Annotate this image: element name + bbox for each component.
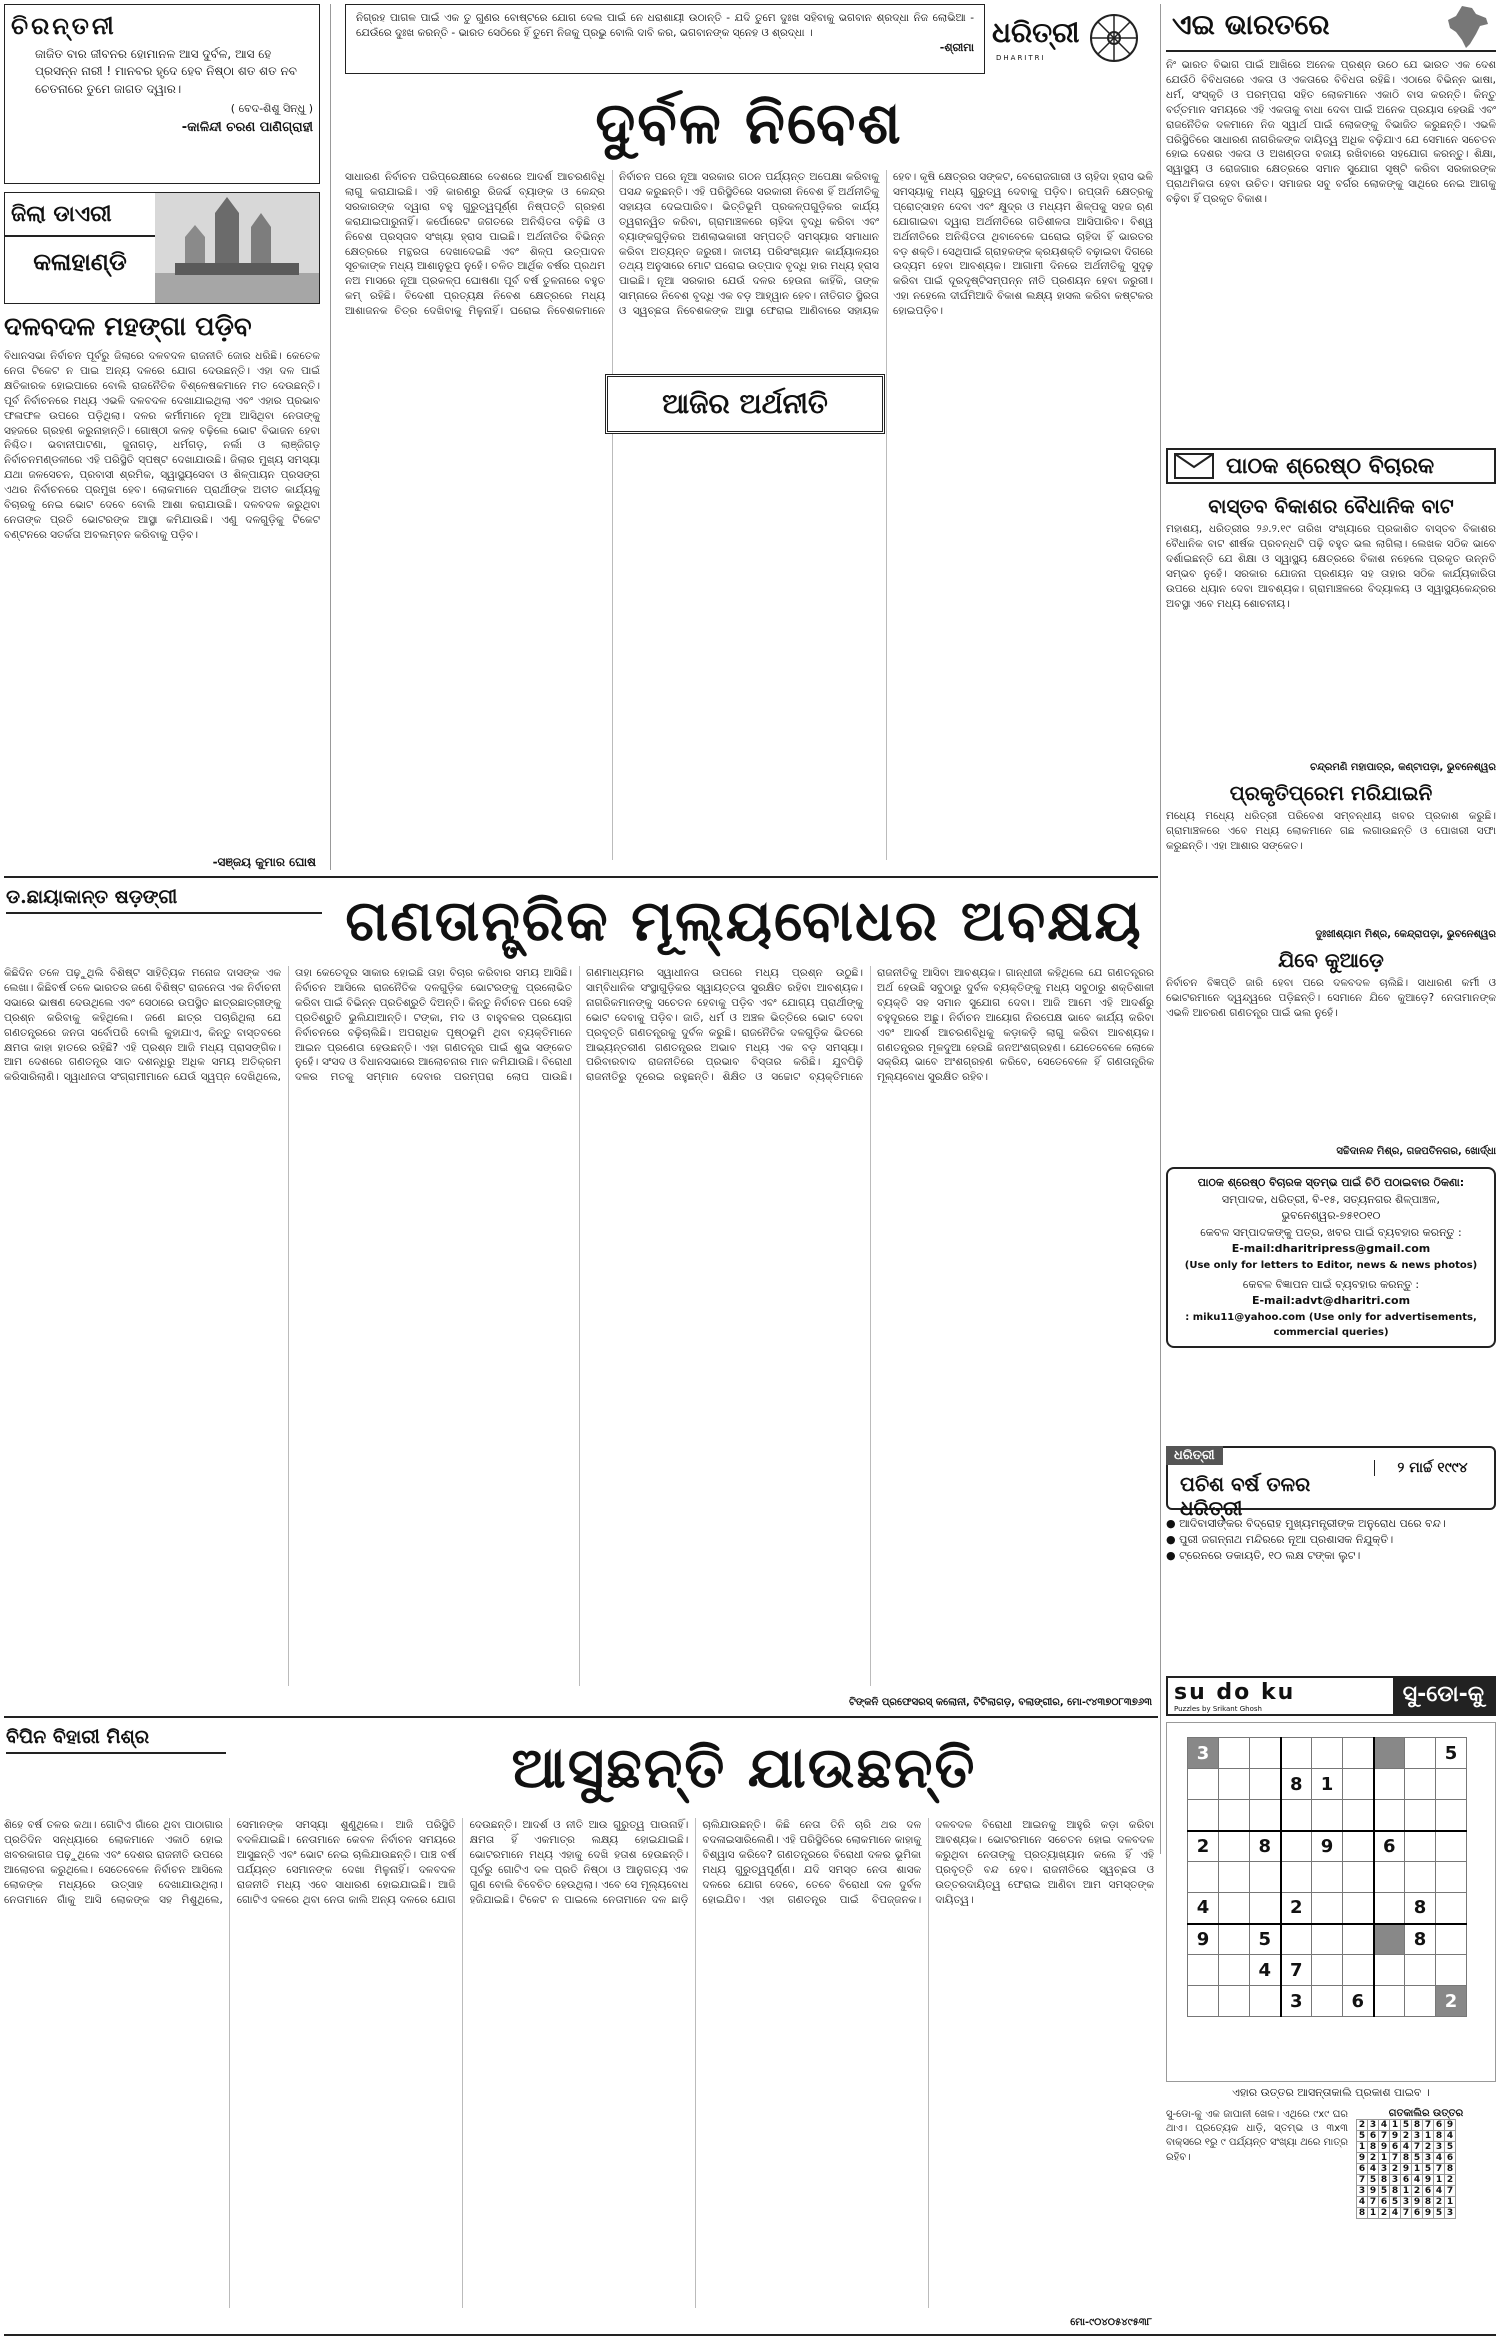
contact-email-note: (Use only for letters to Editor, news & news photos) (1184, 1259, 1478, 1271)
third-feature-body: ଶିହେ ବର୍ଷ ତଳର କଥା। ଗୋଟିଏ ଗାଁରେ ଥିବା ପାଠାଗାର ପ୍ରତିଦିନ ସନ୍ଧ୍ୟାରେ ଲୋକମାନେ ଏକାଠି ହୋଇ ଖବରକାଗଜ ପଢ଼ୁଥିଲେ ଏବଂ ଦେଶର ରାଜନୀତି ଉପରେ ଆଲୋଚନା କରୁଥିଲେ। ସେତେବେଳେ ନିର୍ବାଚନ ଆସିଲେ ଲୋକଙ୍କ ମଧ୍ୟରେ ଉତ୍ସାହ ଦେଖାଯାଉଥିଲା। ନେତାମାନେ ଗାଁକୁ ଆସି ଲୋକଙ୍କ ସହ ମିଶୁଥିଲେ, ସେମାନଙ୍କ ସମସ୍ୟା ଶୁଣୁଥିଲେ। ଆଜି ପରିସ୍ଥିତି ବଦଳିଯାଇଛି। ନେତାମାନେ କେବଳ ନିର୍ବାଚନ ସମୟରେ ଆସୁଛନ୍ତି ଏବଂ ଭୋଟ ନେଇ ଚାଲିଯାଉଛନ୍ତି। ପାଞ୍ଚ ବର୍ଷ ପର୍ଯ୍ୟନ୍ତ ସେମାନଙ୍କ ଦେଖା ମିଳୁନାହିଁ। ଦଳବଦଳ ରାଜନୀତି ମଧ୍ୟ ଏବେ ସାଧାରଣ ହୋଇଯାଇଛି। ଆଜି ଗୋଟିଏ ଦଳରେ ଥିବା ନେତା କାଲି ଅନ୍ୟ ଦଳରେ ଯୋଗ ଦେଉଛନ୍ତି। ଆଦର୍ଶ ଓ ନୀତି ଆଉ ଗୁରୁତ୍ୱ ପାଉନାହିଁ। କ୍ଷମତା ହିଁ ଏକମାତ୍ର ଲକ୍ଷ୍ୟ ହୋଇଯାଇଛି। ଭୋଟରମାନେ ମଧ୍ୟ ଏହାକୁ ଦେଖି ହତାଶ ହେଉଛନ୍ତି। ପୂର୍ବରୁ ଗୋଟିଏ ଦଳ ପ୍ରତି ନିଷ୍ଠା ଓ ଆନୁଗତ୍ୟ ଏକ ଗୁଣ ବୋଲି ବିବେଚିତ ହେଉଥିଲା। ଏବେ ସେ ମୂଲ୍ୟବୋଧ ହଜିଯାଇଛି। ଟିକେଟ ନ ପାଇଲେ ନେତାମାନେ ଦଳ ଛାଡ଼ି ଚାଲିଯାଉଛନ୍ତି। କିଛି ନେତା ତିନି ଚାରି ଥର ଦଳ ବଦଳାଇସାରିଲେଣି। ଏହି ପରିସ୍ଥିତିରେ ଲୋକମାନେ କାହାକୁ ବିଶ୍ୱାସ କରିବେ? ଗଣତନ୍ତ୍ରରେ ବିରୋଧୀ ଦଳର ଭୂମିକା ମଧ୍ୟ ଗୁରୁତ୍ୱପୂର୍ଣ୍ଣ। ଯଦି ସମସ୍ତ ନେତା ଶାସକ ଦଳରେ ଯୋଗ ଦେବେ, ତେବେ ବିରୋଧୀ ଦଳ ଦୁର୍ବଳ ହୋଇଯିବ। ଏହା ଗଣତନ୍ତ୍ର ପାଇଁ ବିପଜ୍ଜନକ। ଦଳବଦଳ ବିରୋଧୀ ଆଇନକୁ ଆହୁରି କଡ଼ା କରିବା ଆବଶ୍ୟକ। ଭୋଟରମାନେ ସଚେତନ ହୋଇ ଦଳବଦଳ କରୁଥିବା ନେତାଙ୍କୁ ପ୍ରତ୍ୟାଖ୍ୟାନ କଲେ ହିଁ ଏହି ପ୍ରବୃତ୍ତି ବନ୍ଦ ହେବ। ରାଜନୀତିରେ ସ୍ୱଚ୍ଛତା ଓ ଉତ୍ତରଦାୟିତ୍ୱ ଫେରାଇ ଆଣିବା ଆମ ସମସ୍ତଙ୍କ ଦାୟିତ୍ୱ। (4, 1819, 1154, 1906)
sudoku-answer-cell: 6 (1445, 2153, 1456, 2164)
years-ago-item: ● ପୁରୀ ଜଗନ୍ନାଥ ମନ୍ଦିରରେ ନୂଆ ପ୍ରଶାସକ ନିଯୁକ୍ତି। (1166, 1532, 1394, 1546)
economy-label-box (605, 374, 885, 434)
sudoku-cell[interactable] (1312, 1738, 1343, 1769)
aaji-bharat-title: ଏଇ ଭାରତରେ (1172, 8, 1330, 41)
sudoku-answer-cell: 3 (1423, 2153, 1434, 2164)
sudoku-answer-cell: 1 (1445, 2197, 1456, 2208)
sudoku-cell[interactable]: 2 (1436, 1986, 1467, 2017)
sudoku-answer-cell: 2 (1357, 2120, 1368, 2131)
years-ago-date: ୨ ମାର୍ଚ୍ଚ ୧୯୯୪ (1374, 1460, 1484, 1476)
sudoku-answer-cell: 2 (1423, 2142, 1434, 2153)
sudoku-cell[interactable]: 9 (1312, 1831, 1343, 1862)
sudoku-cell[interactable]: 1 (1312, 1769, 1343, 1800)
sudoku-cell[interactable] (1250, 1986, 1281, 2017)
sudoku-cell[interactable] (1219, 1831, 1250, 1862)
sudoku-answer-cell: 1 (1412, 2164, 1423, 2175)
sudoku-answer-cell: 2 (1368, 2153, 1379, 2164)
jilla-diary-label (4, 192, 320, 304)
sudoku-cell[interactable]: 8 (1250, 1831, 1281, 1862)
sudoku-cell[interactable] (1405, 1769, 1436, 1800)
sudoku-answer-cell: 4 (1401, 2142, 1412, 2153)
chirantani-author: -କାଳିନ୍ଦୀ ଚରଣ ପାଣିଗ୍ରାହୀ (181, 120, 313, 136)
sudoku-answer-cell: 1 (1357, 2142, 1368, 2153)
sudoku-answer-cell: 9 (1390, 2131, 1401, 2142)
sudoku-cell[interactable] (1281, 1800, 1312, 1831)
sudoku-cell[interactable] (1188, 1986, 1219, 2017)
years-ago-item: ● ଆଦିବାସୀଙ୍କର ବିଦ୍ରୋହ ମୁଖ୍ୟମନ୍ତ୍ରୀଙ୍କ ଅନୁରୋଧ ପରେ ବନ୍ଦ। (1166, 1517, 1446, 1530)
sudoku-answer-cell: 5 (1390, 2197, 1401, 2208)
logo-sub: DHARITRI (996, 54, 1046, 62)
sudoku-answer-cell: 2 (1390, 2164, 1401, 2175)
sudoku-answer-cell: 7 (1423, 2120, 1434, 2131)
sudoku-cell[interactable]: 6 (1343, 1986, 1374, 2017)
sudoku-cell[interactable] (1374, 1738, 1405, 1769)
quote-author: -ଶ୍ରୀମା (939, 41, 974, 55)
main-feature-headline: ଗଣତାନ୍ତ୍ରିକ ମୂଲ୍ୟବୋଧର ଅବକ୍ଷୟ (345, 888, 1143, 954)
editorial-body: ସାଧାରଣ ନିର୍ବାଚନ ପରିପ୍ରେକ୍ଷୀରେ ଦେଶରେ ଆଦର୍ଶ ଆଚରଣବିଧି ଲାଗୁ କରାଯାଇଛି। ଏହି କାରଣରୁ ରିଜର୍ଭ ବ୍ୟାଙ୍କ ଓ କେନ୍ଦ୍ର ସରକାରଙ୍କ ଦ୍ୱାରା ବହୁ ଗୁରୁତ୍ୱପୂର୍ଣ୍ଣ ନିଷ୍ପତ୍ତି ଗ୍ରହଣ କରାଯାଇପାରୁନାହିଁ। କର୍ପୋରେଟ ଜଗତରେ ଅନିଶ୍ଚିତତା ବଢ଼ିଛି ଓ ନିବେଶ ପ୍ରସ୍ତାବ ସଂଖ୍ୟା ହ୍ରାସ ପାଇଛି। ଅର୍ଥନୀତିର ବିଭିନ୍ନ କ୍ଷେତ୍ରରେ ମନ୍ଥରତା ଦେଖାଦେଇଛି ଏବଂ ଶିଳ୍ପ ଉତ୍ପାଦନ ସୂଚକାଙ୍କ ମଧ୍ୟ ଆଶାନୁରୂପ ନୁହେଁ। ଚଳିତ ଆର୍ଥିକ ବର୍ଷର ପ୍ରଥମ ନଅ ମାସରେ ନୂଆ ପ୍ରକଳ୍ପ ଘୋଷଣା ପୂର୍ବ ବର୍ଷ ତୁଳନାରେ ବହୁତ କମ୍ ରହିଛି। ବିଦେଶୀ ପ୍ରତ୍ୟକ୍ଷ ନିବେଶ କ୍ଷେତ୍ରରେ ମଧ୍ୟ ଆଶାଜନକ ଚିତ୍ର ଦେଖିବାକୁ ମିଳୁନାହିଁ। ଘରୋଇ ନିବେଶକମାନେ ନିର୍ବାଚନ ପରେ ନୂଆ ସରକାର ଗଠନ ପର୍ଯ୍ୟନ୍ତ ଅପେକ୍ଷା କରିବାକୁ ପସନ୍ଦ କରୁଛନ୍ତି। ଏହି ପରିସ୍ଥିତିରେ ସରକାରୀ ନିବେଶ ହିଁ ଅର୍ଥନୀତିକୁ ସହାୟତା ଦେଇପାରିବ। ଭିତ୍ତିଭୂମି ପ୍ରକଳ୍ପଗୁଡ଼ିକର କାର୍ଯ୍ୟ ତ୍ୱରାନ୍ୱିତ କରିବା, ଗ୍ରାମାଞ୍ଚଳରେ ଚାହିଦା ବୃଦ୍ଧି କରିବା ଏବଂ ବ୍ୟାଙ୍କଗୁଡ଼ିକର ଅଣଲାଭକାରୀ ସମ୍ପତ୍ତି ସମସ୍ୟାର ସମାଧାନ କରିବା ଅତ୍ୟନ୍ତ ଜରୁରୀ। ଜାତୀୟ ପରିସଂଖ୍ୟାନ କାର୍ଯ୍ୟାଳୟର ତଥ୍ୟ ଅନୁସାରେ ମୋଟ ଘରୋଇ ଉତ୍ପାଦ ବୃଦ୍ଧି ହାର ମଧ୍ୟ ହ୍ରାସ ପାଇଛି। ନୂଆ ସରକାର ଯେଉଁ ଦଳର ହେଉନା କାହିଁକି, ତାଙ୍କ ସାମ୍ନାରେ ନିବେଶ ବୃଦ୍ଧି ଏକ ବଡ଼ ଆହ୍ୱାନ ହେବ। ନୀତିଗତ ସ୍ଥିରତା ଓ ସ୍ୱଚ୍ଛତା ନିବେଶକଙ୍କ ଆସ୍ଥା ଫେରାଇ ଆଣିବାରେ ସହାୟକ ହେବ। କୃଷି କ୍ଷେତ୍ରର ସଙ୍କଟ, ବେରୋଜଗାରୀ ଓ ଚାହିଦା ହ୍ରାସ ଭଳି ସମସ୍ୟାକୁ ମଧ୍ୟ ଗୁରୁତ୍ୱ ଦେବାକୁ ପଡ଼ିବ। ରପ୍ତାନି କ୍ଷେତ୍ରକୁ ପ୍ରୋତ୍ସାହନ ଦେବା ଏବଂ କ୍ଷୁଦ୍ର ଓ ମଧ୍ୟମ ଶିଳ୍ପକୁ ସହଜ ଋଣ ଯୋଗାଇବା ଦ୍ୱାରା ଅର୍ଥନୀତିରେ ଗତିଶୀଳତା ଆସିପାରିବ। ବିଶ୍ୱ ଅର୍ଥନୀତିରେ ଅନିଶ୍ଚିତତା ଥିବାବେଳେ ଘରୋଇ ଚାହିଦା ହିଁ ଭାରତର ବଡ଼ ଶକ୍ତି। ସେଥିପାଇଁ ଗ୍ରାହକଙ୍କ କ୍ରୟଶକ୍ତି ବଢ଼ାଇବା ଦିଗରେ ଉଦ୍ୟମ ହେବା ଆବଶ୍ୟକ। ଆଗାମୀ ଦିନରେ ଅର୍ଥନୀତିକୁ ସୁଦୃଢ଼ କରିବା ପାଇଁ ଦୂରଦୃଷ୍ଟିସମ୍ପନ୍ନ ନୀତି ପ୍ରଣୟନ ହେବା ଜରୁରୀ। ଏହା ନହେଲେ ଦୀର୍ଘମିଆଦି ବିକାଶ ଲକ୍ଷ୍ୟ ହାସଲ କରିବା କଷ୍ଟକର ହୋଇପଡ଼ିବ। (345, 171, 1153, 318)
sudoku-cell[interactable] (1312, 1986, 1343, 2017)
sudoku-answer-cell: 8 (1434, 2131, 1445, 2142)
sudoku-answer-cell: 9 (1357, 2153, 1368, 2164)
letter3-title: ଯିବେ କୁଆଡ଼େ (1278, 948, 1384, 972)
sudoku-answer-cell: 6 (1423, 2186, 1434, 2197)
sudoku-answer-cell: 2 (1401, 2131, 1412, 2142)
chirantani-box (4, 4, 320, 184)
sudoku-cell[interactable] (1405, 1738, 1436, 1769)
main-feature-body: କିଛିଦିନ ତଳେ ପଢ଼ୁଥିଲି ବିଶିଷ୍ଟ ସାହିତ୍ୟିକ ମନୋଜ ଦାସଙ୍କ ଏକ ଲେଖା। କିଛିବର୍ଷ ତଳେ ଭାରତର ଜଣେ ବିଶିଷ୍ଟ ରାଜନେତା ଏକ ନିର୍ବାଚନୀ ସଭାରେ ଭାଷଣ ଦେଉଥିଲେ ଏବଂ ସେଠାରେ ଉପସ୍ଥିତ ଛାତ୍ରଛାତ୍ରୀଙ୍କୁ ପ୍ରଶ୍ନ କରିବାକୁ କହିଥିଲେ। ଜଣେ ଛାତ୍ର ପଚାରିଥିଲା ଯେ ଗଣତନ୍ତ୍ରରେ ଜନତା ସର୍ବୋପରି ବୋଲି କୁହାଯାଏ, କିନ୍ତୁ ବାସ୍ତବରେ କ୍ଷମତା କାହା ହାତରେ ରହିଛି? ଏହି ପ୍ରଶ୍ନ ଆଜି ମଧ୍ୟ ପ୍ରାସଙ୍ଗିକ। ଆମ ଦେଶରେ ଗଣତନ୍ତ୍ର ସାତ ଦଶନ୍ଧିରୁ ଅଧିକ ସମୟ ଅତିକ୍ରମ କରିସାରିଲାଣି। ସ୍ୱାଧୀନତା ସଂଗ୍ରାମୀମାନେ ଯେଉଁ ସ୍ୱପ୍ନ ଦେଖିଥିଲେ, ତାହା କେତେଦୂର ସାକାର ହୋଇଛି ତାହା ବିଚାର କରିବାର ସମୟ ଆସିଛି। ନିର୍ବାଚନ ଆସିଲେ ରାଜନୈତିକ ଦଳଗୁଡ଼ିକ ଭୋଟରଙ୍କୁ ପ୍ରଲୋଭିତ କରିବା ପାଇଁ ବିଭିନ୍ନ ପ୍ରତିଶ୍ରୁତି ଦିଅନ୍ତି। କିନ୍ତୁ ନିର୍ବାଚନ ପରେ ସେହି ପ୍ରତିଶ୍ରୁତି ଭୁଲିଯାଆନ୍ତି। ଟଙ୍କା, ମଦ ଓ ବାହୁବଳର ପ୍ରୟୋଗ ନିର୍ବାଚନରେ ବଢ଼ିଚାଲିଛି। ଅପରାଧିକ ପୃଷ୍ଠଭୂମି ଥିବା ବ୍ୟକ୍ତିମାନେ ଆଇନ ପ୍ରଣେତା ହେଉଛନ୍ତି। ଏହା ଗଣତନ୍ତ୍ର ପାଇଁ ଶୁଭ ସଙ୍କେତ ନୁହେଁ। ସଂସଦ ଓ ବିଧାନସଭାରେ ଆଲୋଚନାର ମାନ କମିଯାଉଛି। ବିରୋଧୀ ଦଳର ମତକୁ ସମ୍ମାନ ଦେବାର ପରମ୍ପରା ଲୋପ ପାଉଛି। ଗଣମାଧ୍ୟମର ସ୍ୱାଧୀନତା ଉପରେ ମଧ୍ୟ ପ୍ରଶ୍ନ ଉଠୁଛି। ସାମ୍ବିଧାନିକ ସଂସ୍ଥାଗୁଡ଼ିକର ସ୍ୱାୟତ୍ତତା ସୁରକ୍ଷିତ ରହିବା ଆବଶ୍ୟକ। ନାଗରିକମାନଙ୍କୁ ସଚେତନ ହେବାକୁ ପଡ଼ିବ ଏବଂ ଯୋଗ୍ୟ ପ୍ରାର୍ଥୀଙ୍କୁ ଭୋଟ ଦେବାକୁ ପଡ଼ିବ। ଜାତି, ଧର୍ମ ଓ ଅଞ୍ଚଳ ଭିତ୍ତିରେ ଭୋଟ ଦେବା ପ୍ରବୃତ୍ତି ଗଣତନ୍ତ୍ରକୁ ଦୁର୍ବଳ କରୁଛି। ରାଜନୈତିକ ଦଳଗୁଡ଼ିକ ଭିତରେ ଆଭ୍ୟନ୍ତରୀଣ ଗଣତନ୍ତ୍ରର ଅଭାବ ମଧ୍ୟ ଏକ ବଡ଼ ସମସ୍ୟା। ପରିବାରବାଦ ରାଜନୀତିରେ ପ୍ରଭାବ ବିସ୍ତାର କରିଛି। ଯୁବପିଢ଼ି ରାଜନୀତିରୁ ଦୂରେଇ ରହୁଛନ୍ତି। ଶିକ୍ଷିତ ଓ ସଚ୍ଚୋଟ ବ୍ୟକ୍ତିମାନେ ରାଜନୀତିକୁ ଆସିବା ଆବଶ୍ୟକ। ଗାନ୍ଧୀଜୀ କହିଥିଲେ ଯେ ଗଣତନ୍ତ୍ରର ଅର୍ଥ ହେଉଛି ସବୁଠାରୁ ଦୁର୍ବଳ ବ୍ୟକ୍ତିଙ୍କୁ ମଧ୍ୟ ସବୁଠାରୁ ଶକ୍ତିଶାଳୀ ବ୍ୟକ୍ତି ସହ ସମାନ ସୁଯୋଗ ଦେବା। ଆଜି ଆମେ ଏହି ଆଦର୍ଶରୁ ବହୁଦୂରରେ ଅଛୁ। ନିର୍ବାଚନ ଆୟୋଗ ନିରପେକ୍ଷ ଭାବେ କାର୍ଯ୍ୟ କରିବା ଏବଂ ଆଦର୍ଶ ଆଚରଣବିଧିକୁ କଡ଼ାକଡ଼ି ଲାଗୁ କରିବା ଆବଶ୍ୟକ। ଗଣତନ୍ତ୍ରର ମୂଳଦୁଆ ହେଉଛି ଜନଅଂଶଗ୍ରହଣ। ଯେତେବେଳେ ଲୋକେ ସକ୍ରିୟ ଭାବେ ଅଂଶଗ୍ରହଣ କରିବେ, ସେତେବେଳେ ହିଁ ଗଣତାନ୍ତ୍ରିକ ମୂଲ୍ୟବୋଧ ସୁରକ୍ଷିତ ରହିବ। (4, 967, 1154, 1084)
sudoku-cell[interactable] (1188, 1769, 1219, 1800)
jilla-diary-title: ଜିଲା ଡାଏରୀ (5, 193, 155, 237)
sudoku-cell[interactable] (1374, 1986, 1405, 2017)
sudoku-cell[interactable] (1219, 1924, 1250, 1955)
sudoku-cell[interactable] (1219, 1738, 1250, 1769)
sudoku-answer-cell: 6 (1368, 2131, 1379, 2142)
sudoku-answer-cell: 2 (1379, 2208, 1390, 2219)
dharitri-logo (990, 6, 1140, 72)
sudoku-cell[interactable] (1343, 1924, 1374, 1955)
sudoku-answer-cell: 7 (1390, 2153, 1401, 2164)
sudoku-cell[interactable]: 9 (1188, 1924, 1219, 1955)
sudoku-credit: Puzzles by Srikant Ghosh (1174, 1705, 1262, 1713)
letter2-body: ମଧ୍ୟେ ମଧ୍ୟେ ଧରିତ୍ରୀ ପରିବେଶ ସମ୍ବନ୍ଧୀୟ ଖବର ପ୍ରକାଶ କରୁଛି। ଗ୍ରାମାଞ୍ଚଳରେ ଏବେ ମଧ୍ୟ ଲୋକମାନେ ଗଛ ଲଗାଉଛନ୍ତି ଓ ପୋଖରୀ ସଫା କରୁଛନ୍ତି। ଏହା ଆଶାର ସଙ୍କେତ। (1166, 810, 1496, 852)
contact-title: ପାଠକ ଶ୍ରେଷ୍ଠ ବିଚାରକ ସ୍ତମ୍ଭ ପାଇଁ ଚିଠି ପଠାଇବାର ଠିକଣା: (1197, 1176, 1465, 1189)
sudoku-cell[interactable]: 5 (1250, 1924, 1281, 1955)
sudoku-answer-cell: 3 (1412, 2131, 1423, 2142)
sudoku-cell[interactable] (1436, 1862, 1467, 1893)
sudoku-cell[interactable] (1436, 1831, 1467, 1862)
adv-label: କେବଳ ବିଜ୍ଞାପନ ପାଇଁ ବ୍ୟବହାର କରନ୍ତୁ : (1242, 1277, 1420, 1291)
editorial (345, 82, 1153, 872)
sudoku-cell[interactable] (1219, 1769, 1250, 1800)
sudoku-prev-label: ଗତକାଲିର ଉତ୍ତର (1388, 2108, 1464, 2119)
years-ago-box (1166, 1446, 1496, 1666)
sudoku-cell[interactable] (1250, 1769, 1281, 1800)
years-ago-item: ● ଟ୍ରେନରେ ଡକାୟତି, ୧୦ ଲକ୍ଷ ଟଙ୍କା ଲୁଟ। (1166, 1548, 1361, 1562)
sudoku-box (1166, 1676, 1496, 2336)
sudoku-answer-cell: 2 (1412, 2186, 1423, 2197)
sudoku-answer-cell: 1 (1379, 2153, 1390, 2164)
third-feature-contact: ମୋ-୯୦୪୦୫୪୯୫୩୮ (1070, 2317, 1152, 2328)
sudoku-answer-note: ଏହାର ଉତ୍ତର ଆସନ୍ତାକାଲି ପ୍ରକାଶ ପାଇବ । (1232, 2086, 1430, 2099)
sudoku-cell[interactable] (1343, 1862, 1374, 1893)
sudoku-cell[interactable] (1312, 1955, 1343, 1986)
jilla-diary-district: କଳାହାଣ୍ଡି (33, 247, 127, 276)
sudoku-cell[interactable] (1343, 1831, 1374, 1862)
sudoku-answer-cell: 4 (1379, 2120, 1390, 2131)
contact-address: ସମ୍ପାଦକ, ଧରିତ୍ରୀ, ବି-୧୫, ସତ୍ୟନଗର ଶିଳ୍ପାଞ୍ଚଳ, ଭୁବନେଶ୍ୱର-୭୫୧୦୧୦ (1221, 1192, 1441, 1222)
jilla-diary-body: ବିଧାନସଭା ନିର୍ବାଚନ ପୂର୍ବରୁ ଜିଲାରେ ଦଳବଦଳ ରାଜନୀତି ଜୋର ଧରିଛି। କେତେକ ନେତା ଟିକେଟ ନ ପାଇ ଅନ୍ୟ ଦଳରେ ଯୋଗ ଦେଉଛନ୍ତି। ଏହା ଦଳ ପାଇଁ କ୍ଷତିକାରକ ହୋଇପାରେ ବୋଲି ରାଜନୈତିକ ବିଶ୍ଳେଷକମାନେ ମତ ଦେଉଛନ୍ତି। ପୂର୍ବ ନିର୍ବାଚନରେ ମଧ୍ୟ ଏଭଳି ଦଳବଦଳ ଦେଖାଯାଇଥିଲା ଏବଂ ଏହାର ପ୍ରଭାବ ଫଳାଫଳ ଉପରେ ପଡ଼ିଥିଲା। ଦଳର କର୍ମୀମାନେ ନୂଆ ଆସିଥିବା ନେତାଙ୍କୁ ସହଜରେ ଗ୍ରହଣ କରୁନାହାନ୍ତି। ଗୋଷ୍ଠୀ କଳହ ବଢ଼ିଲେ ଭୋଟ ବିଭାଜନ ହେବା ନିଶ୍ଚିତ। ଭବାନୀପାଟଣା, ଜୁନାଗଡ଼, ଧର୍ମଗଡ଼, ନର୍ଲା ଓ ଲାଞ୍ଜିଗଡ଼ ନିର୍ବାଚନମଣ୍ଡଳୀରେ ଏହି ପରିସ୍ଥିତି ସ୍ପଷ୍ଟ ଦେଖାଯାଉଛି। ଜିଲାର ମୁଖ୍ୟ ସମସ୍ୟା ଯଥା ଜଳସେଚନ, ପ୍ରବାସୀ ଶ୍ରମିକ, ସ୍ୱାସ୍ଥ୍ୟସେବା ଓ ଶିଳ୍ପାୟନ ପ୍ରସଙ୍ଗ ଏଥର ନିର୍ବାଚନରେ ପ୍ରମୁଖ ହେବ। ଲୋକମାନେ ପ୍ରାର୍ଥୀଙ୍କ ଅତୀତ କାର୍ଯ୍ୟକୁ ବିଚାରକୁ ନେଇ ଭୋଟ ଦେବେ ବୋଲି ଆଶା କରାଯାଉଛି। ଦଳବଦଳ କରୁଥିବା ନେତାଙ୍କ ପ୍ରତି ଭୋଟରଙ୍କ ଆସ୍ଥା କମିଯାଉଛି। ଏଣୁ ଦଳଗୁଡ଼ିକୁ ଟିକେଟ ବଣ୍ଟନରେ ସତର୍କତା ଅବଲମ୍ବନ କରିବାକୁ ପଡ଼ିବ। (4, 350, 320, 541)
letter2-title: ପ୍ରକୃତିପ୍ରେମ ମରିଯାଇନି (1229, 781, 1433, 805)
sudoku-cell[interactable]: 2 (1188, 1831, 1219, 1862)
sudoku-cell[interactable] (1219, 1955, 1250, 1986)
sudoku-cell[interactable] (1436, 1893, 1467, 1924)
years-ago-title: ପଚିଶ ବର୍ଷ ତଳର ଧରିତ୍ରୀ (1180, 1472, 1311, 1520)
sudoku-cell[interactable]: 8 (1281, 1769, 1312, 1800)
sudoku-cell[interactable] (1374, 1769, 1405, 1800)
temple-photo-icon (155, 193, 319, 303)
sudoku-label: su do ku (1174, 1680, 1296, 1705)
sudoku-answer-cell: 6 (1379, 2197, 1390, 2208)
sudoku-answer-cell: 6 (1412, 2208, 1423, 2219)
sudoku-cell[interactable] (1343, 1738, 1374, 1769)
sudoku-answer-cell: 3 (1357, 2186, 1368, 2197)
sudoku-answer-cell: 3 (1401, 2197, 1412, 2208)
sudoku-cell[interactable] (1281, 1831, 1312, 1862)
sudoku-cell[interactable] (1250, 1800, 1281, 1831)
sudoku-cell[interactable] (1436, 1769, 1467, 1800)
readers-section (1166, 448, 1496, 1438)
sudoku-cell[interactable] (1343, 1955, 1374, 1986)
sudoku-cell[interactable] (1312, 1893, 1343, 1924)
sudoku-cell[interactable] (1436, 1800, 1467, 1831)
sudoku-answer-cell: 3 (1379, 2164, 1390, 2175)
letter3-body: ନିର୍ବାଚନ ବିଜ୍ଞପ୍ତି ଜାରି ହେବା ପରେ ଦଳବଦଳ ଚାଲିଛି। ସାଧାରଣ କର୍ମୀ ଓ ଭୋଟରମାନେ ଦ୍ୱନ୍ଦ୍ୱରେ ପଡ଼ିଛନ୍ତି। ସେମାନେ ଯିବେ କୁଆଡ଼େ? ନେତାମାନଙ୍କ ଏଭଳି ଆଚରଣ ଗଣତନ୍ତ୍ର ପାଇଁ ଭଲ ନୁହେଁ। (1166, 977, 1496, 1019)
sudoku-cell[interactable] (1343, 1769, 1374, 1800)
sudoku-rules: ସୁ-ଡୋ-କୁ ଏକ ଜାପାନୀ ଖେଳ। ଏଥିରେ ୯x୯ ଘର ଥାଏ। ପ୍ରତ୍ୟେକ ଧାଡ଼ି, ସ୍ତମ୍ଭ ଓ ୩x୩ ବାକ୍ସରେ ୧ରୁ ୯ ପର୍ଯ୍ୟନ୍ତ ସଂଖ୍ୟା ଥରେ ମାତ୍ର ରହିବ। (1166, 2109, 1348, 2163)
sudoku-answer-cell: 1 (1423, 2131, 1434, 2142)
sudoku-answer-cell: 5 (1401, 2120, 1412, 2131)
sudoku-answer-cell: 4 (1412, 2175, 1423, 2186)
sudoku-cell[interactable] (1188, 1955, 1219, 1986)
aaji-bharat-box (1166, 4, 1496, 444)
sudoku-answer-cell: 9 (1423, 2175, 1434, 2186)
sudoku-answer-cell: 7 (1434, 2164, 1445, 2175)
sudoku-cell[interactable] (1312, 1862, 1343, 1893)
sudoku-answer-cell: 1 (1434, 2175, 1445, 2186)
sudoku-cell[interactable] (1374, 1955, 1405, 1986)
sudoku-answer-cell: 5 (1412, 2153, 1423, 2164)
jilla-diary-author: -ସଞ୍ଜୟ କୁମାର ଘୋଷ (212, 855, 316, 869)
chirantani-title: ଚିରନ୍ତନୀ (11, 11, 117, 40)
sudoku-cell[interactable] (1343, 1800, 1374, 1831)
sudoku-answer-cell: 3 (1445, 2208, 1456, 2219)
sudoku-cell[interactable] (1188, 1862, 1219, 1893)
sudoku-cell[interactable] (1219, 1986, 1250, 2017)
sudoku-cell[interactable]: 8 (1405, 1924, 1436, 1955)
sudoku-answer-cell: 7 (1379, 2131, 1390, 2142)
editorial-headline: ଦୁର୍ବଳ ନିବେଶ (595, 89, 903, 157)
sudoku-answer-cell: 1 (1401, 2186, 1412, 2197)
sudoku-answer-cell: 9 (1423, 2208, 1434, 2219)
third-feature (4, 1722, 1154, 2332)
sudoku-cell[interactable]: 4 (1188, 1893, 1219, 1924)
aaji-bharat-text: ନିଂ ଭାରତ ବିଭାଗ ପାଇଁ ଆଖିରେ ଅନେକ ପ୍ରଶ୍ନ ଉଠେ ଯେ ଭାରତ ଏକ ଦେଶ ଯେଉଁଠି ବିବିଧତାରେ ଏକତା ଓ ଏକତାରେ ବିବିଧତା ରହିଛି। ଏଠାରେ ବିଭିନ୍ନ ଭାଷା, ଧର୍ମ, ସଂସ୍କୃତି ଓ ପରମ୍ପରା ସହିତ ଲୋକମାନେ ଏକାଠି ବାସ କରନ୍ତି। କିନ୍ତୁ ବର୍ତ୍ତମାନ ସମୟରେ ଏହି ଏକତାକୁ ବାଧା ଦେବା ପାଇଁ ଅନେକ ପ୍ରୟାସ ହେଉଛି ଏବଂ ରାଜନୈତିକ ଦଳମାନେ ନିଜ ସ୍ୱାର୍ଥ ପାଇଁ ଲୋକଙ୍କୁ ବିଭାଜିତ କରୁଛନ୍ତି। ଏଭଳି ପରିସ୍ଥିତିରେ ସାଧାରଣ ନାଗରିକଙ୍କ ଦାୟିତ୍ୱ ଅଧିକ ବଢ଼ିଯାଏ ଯେ ସେମାନେ ସଚେତନ ହୋଇ ଦେଶର ଏକତା ଓ ଅଖଣ୍ଡତା ବଜାୟ ରଖିବାରେ ସହଯୋଗ କରନ୍ତୁ। ଶିକ୍ଷା, ସ୍ୱାସ୍ଥ୍ୟ ଓ ରୋଜଗାର କ୍ଷେତ୍ରରେ ସମାନ ସୁଯୋଗ ସୃଷ୍ଟି କରିବା ସରକାରଙ୍କ ପ୍ରାଥମିକତା ହେବା ଉଚିତ। ସମାଜର ସବୁ ବର୍ଗର ଲୋକଙ୍କୁ ସାଥିରେ ନେଇ ଆଗକୁ ବଢ଼ିବା ହିଁ ପ୍ରକୃତ ବିକାଶ। (1166, 59, 1496, 206)
sudoku-cell[interactable] (1281, 1862, 1312, 1893)
chirantani-source: ( ବେଦ-ଶିଶୁ ସିନ୍ଧୁ ) (230, 102, 313, 116)
sudoku-cell[interactable] (1219, 1893, 1250, 1924)
sudoku-answer-cell: 9 (1368, 2186, 1379, 2197)
main-feature-contact: ଟିଙ୍କନି ପ୍ରଫେସରସ୍ କଲୋନୀ, ଟିଟିଲାଗଡ଼, ବଲାଙ୍ଗୀର, ମୋ-୯୪୩୭୦୮୩୭୬୩ (848, 1697, 1152, 1708)
third-feature-headline: ଆସୁଛନ୍ତି ଯାଉଛନ୍ତି (511, 1735, 977, 1801)
sudoku-cell[interactable] (1436, 1955, 1467, 1986)
adv-email-2[interactable]: : miku11@yahoo.com (Use only for advertisements, commercial queries) (1185, 1311, 1477, 1338)
sudoku-cell[interactable] (1281, 1924, 1312, 1955)
sudoku-answer-cell: 4 (1434, 2153, 1445, 2164)
sudoku-answer-cell: 4 (1445, 2131, 1456, 2142)
sudoku-answer-cell: 7 (1357, 2175, 1368, 2186)
sudoku-answer-cell: 4 (1434, 2186, 1445, 2197)
sudoku-answer-cell: 8 (1390, 2186, 1401, 2197)
letter1-body: ମହାଶୟ, ଧରିତ୍ରୀର ୨୬.୨.୧୯ ତାରିଖ ସଂଖ୍ୟାରେ ପ୍ରକାଶିତ ବାସ୍ତବ ବିକାଶର ବୈଧାନିକ ବାଟ ଶୀର୍ଷକ ପ୍ରବନ୍ଧଟି ପଢ଼ି ବହୁତ ଭଲ ଲାଗିଲା। ଲେଖକ ସଠିକ ଭାବେ ଦର୍ଶାଇଛନ୍ତି ଯେ ଶିକ୍ଷା ଓ ସ୍ୱାସ୍ଥ୍ୟ କ୍ଷେତ୍ରରେ ବିକାଶ ନହେଲେ ପ୍ରକୃତ ଉନ୍ନତି ସମ୍ଭବ ନୁହେଁ। ସରକାର ଯୋଜନା ପ୍ରଣୟନ ସହ ତାହାର ସଠିକ କାର୍ଯ୍ୟକାରିତା ଉପରେ ଧ୍ୟାନ ଦେବା ଆବଶ୍ୟକ। ଗ୍ରାମାଞ୍ଚଳରେ ବିଦ୍ୟାଳୟ ଓ ସ୍ୱାସ୍ଥ୍ୟକେନ୍ଦ୍ରର ଅବସ୍ଥା ଏବେ ମଧ୍ୟ ଶୋଚନୀୟ। (1166, 523, 1496, 610)
sudoku-answer-cell: 8 (1379, 2175, 1390, 2186)
sudoku-cell[interactable]: 5 (1436, 1738, 1467, 1769)
sudoku-cell[interactable] (1436, 1924, 1467, 1955)
sudoku-cell[interactable]: 7 (1281, 1955, 1312, 1986)
sudoku-cell[interactable] (1250, 1893, 1281, 1924)
sudoku-answer-cell: 8 (1368, 2142, 1379, 2153)
sudoku-cell[interactable] (1374, 1800, 1405, 1831)
sudoku-answer-cell: 5 (1357, 2131, 1368, 2142)
jilla-diary-article (4, 312, 320, 872)
years-ago-brand: ଧରିତ୍ରୀ (1166, 1446, 1223, 1465)
quote-banner (345, 4, 985, 74)
sudoku-cell[interactable] (1343, 1893, 1374, 1924)
sudoku-cell[interactable] (1374, 1862, 1405, 1893)
adv-email[interactable]: E-mail:advt@dharitri.com (1251, 1294, 1411, 1307)
contact-email[interactable]: E-mail:dharitripress@gmail.com (1231, 1242, 1431, 1255)
sudoku-cell[interactable]: 4 (1250, 1955, 1281, 1986)
quote-text: ନିଗ୍ରହ ପାଗଳ ପାଇଁ ଏକ ତୁ ଗୁଣର ବୋଷ୍ଟରେ ଯୋଗ ଦେଲ ପାଇଁ ନେ ଧରାଶାୟୀ ଉଠାନ୍ତି - ଯଦି ତୁମେ ଦୁଃଖ ସହିବାକୁ ଭଗବାନ ଶ୍ରଦ୍ଧା ନିଜ ଲୋଭିଆ - ଯେଉଁରେ ଦୁଃଖ କରନ୍ତି - ଭାରତ ସେଠିରେ ହିଁ ତୁମେ ନିଜକୁ ପ୍ରଭୁ ବୋଲି ଦାବି କର, ଭଗବାନଙ୍କ ସ୍ନେହ ଓ ଶ୍ରଦ୍ଧା । (356, 12, 974, 40)
sudoku-answer-cell: 4 (1357, 2197, 1368, 2208)
main-feature-author: ଡ.ଛାୟାକାନ୍ତ ଷଡ଼ଙ୍ଗୀ (6, 886, 322, 914)
jilla-diary-headline: ଦଳବଦଳ ମହଙ୍ଗା ପଡ଼ିବ (4, 312, 252, 342)
sudoku-answer-cell: 1 (1390, 2120, 1401, 2131)
india-map-icon (1442, 4, 1492, 50)
sudoku-answer-cell: 8 (1423, 2197, 1434, 2208)
sudoku-answer-cell: 7 (1445, 2186, 1456, 2197)
sudoku-cell[interactable] (1374, 1924, 1405, 1955)
contact-box (1166, 1167, 1496, 1348)
sudoku-answer-cell: 4 (1390, 2208, 1401, 2219)
sudoku-cell[interactable] (1250, 1738, 1281, 1769)
readers-title: ପାଠକ ଶ୍ରେଷ୍ଠ ବିଚାରକ (1226, 453, 1435, 479)
third-feature-author: ବିପିନ ବିହାରୀ ମିଶ୍ର (6, 1726, 226, 1754)
chirantani-quote: ଜାଜିତ ବାର ଜୀବନର ହୋମାନଳ ଆସ ଦୁର୍ବଳ, ଆସ ହେ ପ୍ରସନ୍ନ ନାରୀ ! ମାନବର ହୃଦେ ହେବ ନିଷ୍ଠା ଶତ ଶତ ନବ ଚେତନାରେ ତୁମେ ଜାଗତ ଦ୍ୱାର। (35, 47, 297, 96)
letter1-author: ଚନ୍ଦ୍ରମଣି ମହାପାତ୍ର, କଣ୍ଟାପଡ଼ା, ଭୁବନେଶ୍ୱର (1310, 762, 1496, 773)
sudoku-answer-cell: 5 (1445, 2142, 1456, 2153)
main-feature (4, 882, 1154, 1712)
sudoku-answer-cell: 9 (1445, 2120, 1456, 2131)
sudoku-answer-cell: 1 (1368, 2208, 1379, 2219)
sudoku-odia-label: ସୁ-ଡୋ-କୁ (1393, 1678, 1494, 1714)
letter2-author: ଦୁଃଖୀଶ୍ୟାମ ମିଶ୍ର, କେନ୍ଦ୍ରାପଡ଼ା, ଭୁବନେଶ୍ୱର (1315, 929, 1496, 940)
sudoku-answer-cell: 5 (1368, 2175, 1379, 2186)
sudoku-answer-cell: 6 (1434, 2120, 1445, 2131)
sudoku-cell[interactable] (1312, 1800, 1343, 1831)
sudoku-cell[interactable]: 3 (1281, 1986, 1312, 2017)
letter3-author: ସଚ୍ଚିଦାନନ୍ଦ ମିଶ୍ର, ଗଜପତିନଗର, ଖୋର୍ଦ୍ଧା (1336, 1146, 1496, 1157)
sudoku-answer-cell: 6 (1401, 2175, 1412, 2186)
sudoku-cell[interactable] (1405, 1831, 1436, 1862)
wheel-emblem-icon (1088, 12, 1140, 64)
sudoku-answer-cell: 8 (1445, 2164, 1456, 2175)
sudoku-answer-cell: 8 (1412, 2120, 1423, 2131)
sudoku-answer-cell: 3 (1368, 2120, 1379, 2131)
sudoku-answer-cell: 2 (1445, 2175, 1456, 2186)
sudoku-cell[interactable] (1405, 1800, 1436, 1831)
sudoku-cell[interactable] (1405, 1862, 1436, 1893)
sudoku-answer-cell: 7 (1412, 2142, 1423, 2153)
sudoku-cell[interactable] (1312, 1924, 1343, 1955)
sudoku-answer-cell: 5 (1423, 2164, 1434, 2175)
sudoku-cell[interactable]: 3 (1188, 1738, 1219, 1769)
logo-text: ଧରିତ୍ରୀ (992, 16, 1080, 49)
sudoku-answer-cell: 8 (1401, 2153, 1412, 2164)
sudoku-answer-grid (1356, 2119, 1456, 2219)
sudoku-answer-cell: 9 (1401, 2164, 1412, 2175)
sudoku-answer-cell: 6 (1357, 2164, 1368, 2175)
sudoku-answer-cell: 8 (1357, 2208, 1368, 2219)
sudoku-cell[interactable] (1281, 1738, 1312, 1769)
sudoku-cell[interactable] (1405, 1955, 1436, 1986)
sudoku-cell[interactable] (1250, 1862, 1281, 1893)
sudoku-answer-cell: 7 (1368, 2197, 1379, 2208)
sudoku-answer-cell: 3 (1434, 2142, 1445, 2153)
sudoku-answer-cell: 5 (1434, 2208, 1445, 2219)
sudoku-answer-cell: 9 (1412, 2197, 1423, 2208)
sudoku-cell[interactable]: 8 (1405, 1893, 1436, 1924)
sudoku-answer-cell: 6 (1390, 2142, 1401, 2153)
sudoku-grid[interactable] (1187, 1737, 1467, 2017)
sudoku-answer-cell: 9 (1379, 2142, 1390, 2153)
sudoku-cell[interactable] (1374, 1893, 1405, 1924)
sudoku-answer-cell: 7 (1401, 2208, 1412, 2219)
sudoku-cell[interactable] (1188, 1800, 1219, 1831)
sudoku-cell[interactable]: 6 (1374, 1831, 1405, 1862)
sudoku-cell[interactable] (1219, 1800, 1250, 1831)
sudoku-answer-cell: 2 (1434, 2197, 1445, 2208)
sudoku-cell[interactable] (1405, 1986, 1436, 2017)
sudoku-cell[interactable]: 2 (1281, 1893, 1312, 1924)
sudoku-answer-cell: 3 (1390, 2175, 1401, 2186)
letter1-title: ବାସ୍ତବ ବିକାଶର ବୈଧାନିକ ବାଟ (1208, 494, 1454, 518)
sudoku-answer-cell: 4 (1368, 2164, 1379, 2175)
economy-label: ଆଜିର ଅର୍ଥନୀତି (662, 387, 828, 420)
sudoku-answer-cell: 5 (1379, 2186, 1390, 2197)
envelope-icon (1174, 453, 1214, 479)
sudoku-cell[interactable] (1219, 1862, 1250, 1893)
contact-email-label: କେବଳ ସମ୍ପାଦକଙ୍କୁ ପତ୍ର, ଖବର ପାଇଁ ବ୍ୟବହାର କରନ୍ତୁ : (1200, 1225, 1462, 1239)
